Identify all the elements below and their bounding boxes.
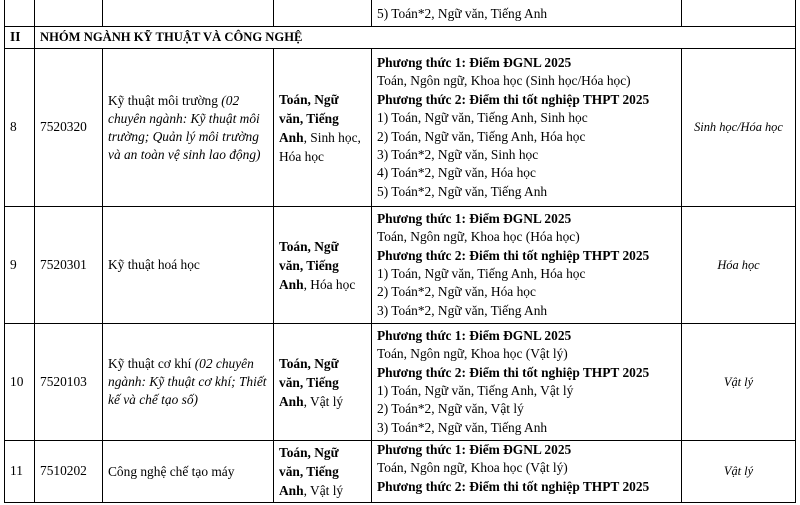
combo-line: 1) Toán, Ngữ văn, Tiếng Anh, Sinh học [377,110,588,126]
method-1-subjects: Toán, Ngôn ngữ, Khoa học (Vật lý) [377,346,568,362]
subjects-cell [274,441,372,503]
table-row [5,49,796,207]
method-1-subjects: Toán, Ngôn ngữ, Khoa học (Vật lý) [377,460,568,476]
table-row [5,0,796,27]
code-cell: 7520320 [35,49,103,207]
subjects-required: Toán, Ngữ văn, Tiếng Anh [279,445,339,498]
tc-cell [682,0,796,27]
stt-cell: 10 [5,324,35,441]
subjects-optional: , Sinh học, Hóa học [279,129,361,164]
methods-cell [372,0,682,27]
table-row [5,324,796,441]
major-note: (02 chuyên ngành: Kỹ thuật cơ khí; Thiết kế và chế tạo số) [108,356,267,407]
subjects-required: Toán, Ngữ văn, Tiếng Anh [279,355,339,409]
major-name: Kỹ thuật cơ khí [108,356,192,371]
major-cell [103,0,274,27]
method-1-title: Phương thức 1: Điểm ĐGNL 2025 [377,442,572,457]
methods-cell [372,207,682,324]
method-1-title: Phương thức 1: Điểm ĐGNL 2025 [377,54,572,70]
table-row [5,441,796,503]
combo-line: 3) Toán*2, Ngữ văn, Tiếng Anh [377,419,548,435]
major-name: Kỹ thuật hoá học [108,257,200,272]
methods-cell [372,49,682,207]
admission-table [4,0,796,503]
method-1-subjects: Toán, Ngôn ngữ, Khoa học (Sinh học/Hóa học) [377,73,631,89]
major-note: (02 chuyên ngành: Kỹ thuật môi trường; Quản lý môi trường và an toàn vệ sinh lao động) [108,92,261,162]
combo-line: 1) Toán, Ngữ văn, Tiếng Anh, Hóa học [377,266,586,281]
method-1-subjects: Toán, Ngôn ngữ, Khoa học (Hóa học) [377,229,580,245]
combo-line: 1) Toán, Ngữ văn, Tiếng Anh, Vật lý [377,383,574,398]
method-2-title: Phương thức 2: Điểm thi tốt nghiệp THPT 2025 [377,364,650,380]
method-2-title: Phương thức 2: Điểm thi tốt nghiệp THPT 2025 [377,91,650,107]
subjects-optional: , Vật lý [303,393,344,409]
subjects-cell [274,49,372,207]
stt-cell: 8 [5,49,35,207]
method-2-title: Phương thức 2: Điểm thi tốt nghiệp THPT 2025 [377,478,650,494]
tc-cell: Hóa học [682,207,796,324]
methods-cell [372,441,682,503]
major-name: Kỹ thuật môi trường [108,92,218,108]
subjects-cell [274,0,372,27]
code-cell: 7520103 [35,324,103,441]
combo-line: 4) Toán*2, Ngữ văn, Hóa học [377,165,536,181]
stt-cell [5,0,35,27]
code-cell: 7510202 [35,441,103,503]
combo-line: 2) Toán, Ngữ văn, Tiếng Anh, Hóa học [377,128,586,144]
method-1-title: Phương thức 1: Điểm ĐGNL 2025 [377,210,572,226]
subjects-optional: , Hóa học [303,276,356,292]
table-row [5,207,796,324]
subjects-cell [274,324,372,441]
combo-line: 2) Toán*2, Ngữ văn, Hóa học [377,284,536,300]
group-title: NHÓM NGÀNH KỸ THUẬT VÀ CÔNG NGHỆ [35,27,796,49]
method-1-title: Phương thức 1: Điểm ĐGNL 2025 [377,327,572,343]
combo-line: 5) Toán*2, Ngữ văn, Tiếng Anh [377,5,548,21]
combo-line: 3) Toán*2, Ngữ văn, Tiếng Anh [377,302,548,318]
stt-cell: 9 [5,207,35,324]
combo-line: 3) Toán*2, Ngữ văn, Sinh học [377,146,539,162]
stt-cell: 11 [5,441,35,503]
subjects-required: Toán, Ngữ văn, Tiếng Anh [279,91,339,145]
major-cell [103,441,274,503]
method-2-title: Phương thức 2: Điểm thi tốt nghiệp THPT 2025 [377,247,650,263]
combo-line: 5) Toán*2, Ngữ văn, Tiếng Anh [377,183,548,199]
tc-cell: Vật lý [682,441,796,503]
major-cell [103,207,274,324]
subjects-optional: , Vật lý [303,483,344,498]
group-row [5,27,796,49]
tc-cell: Vật lý [682,324,796,441]
major-cell [103,49,274,207]
group-number: II [5,27,35,49]
code-cell: 7520301 [35,207,103,324]
major-name: Công nghệ chế tạo máy [108,463,235,479]
tc-cell: Sinh học/Hóa học [682,49,796,207]
major-cell [103,324,274,441]
subjects-cell [274,207,372,324]
code-cell [35,0,103,27]
methods-cell [372,324,682,441]
subjects-required: Toán, Ngữ văn, Tiếng Anh [279,238,339,292]
combo-line: 2) Toán*2, Ngữ văn, Vật lý [377,401,524,417]
